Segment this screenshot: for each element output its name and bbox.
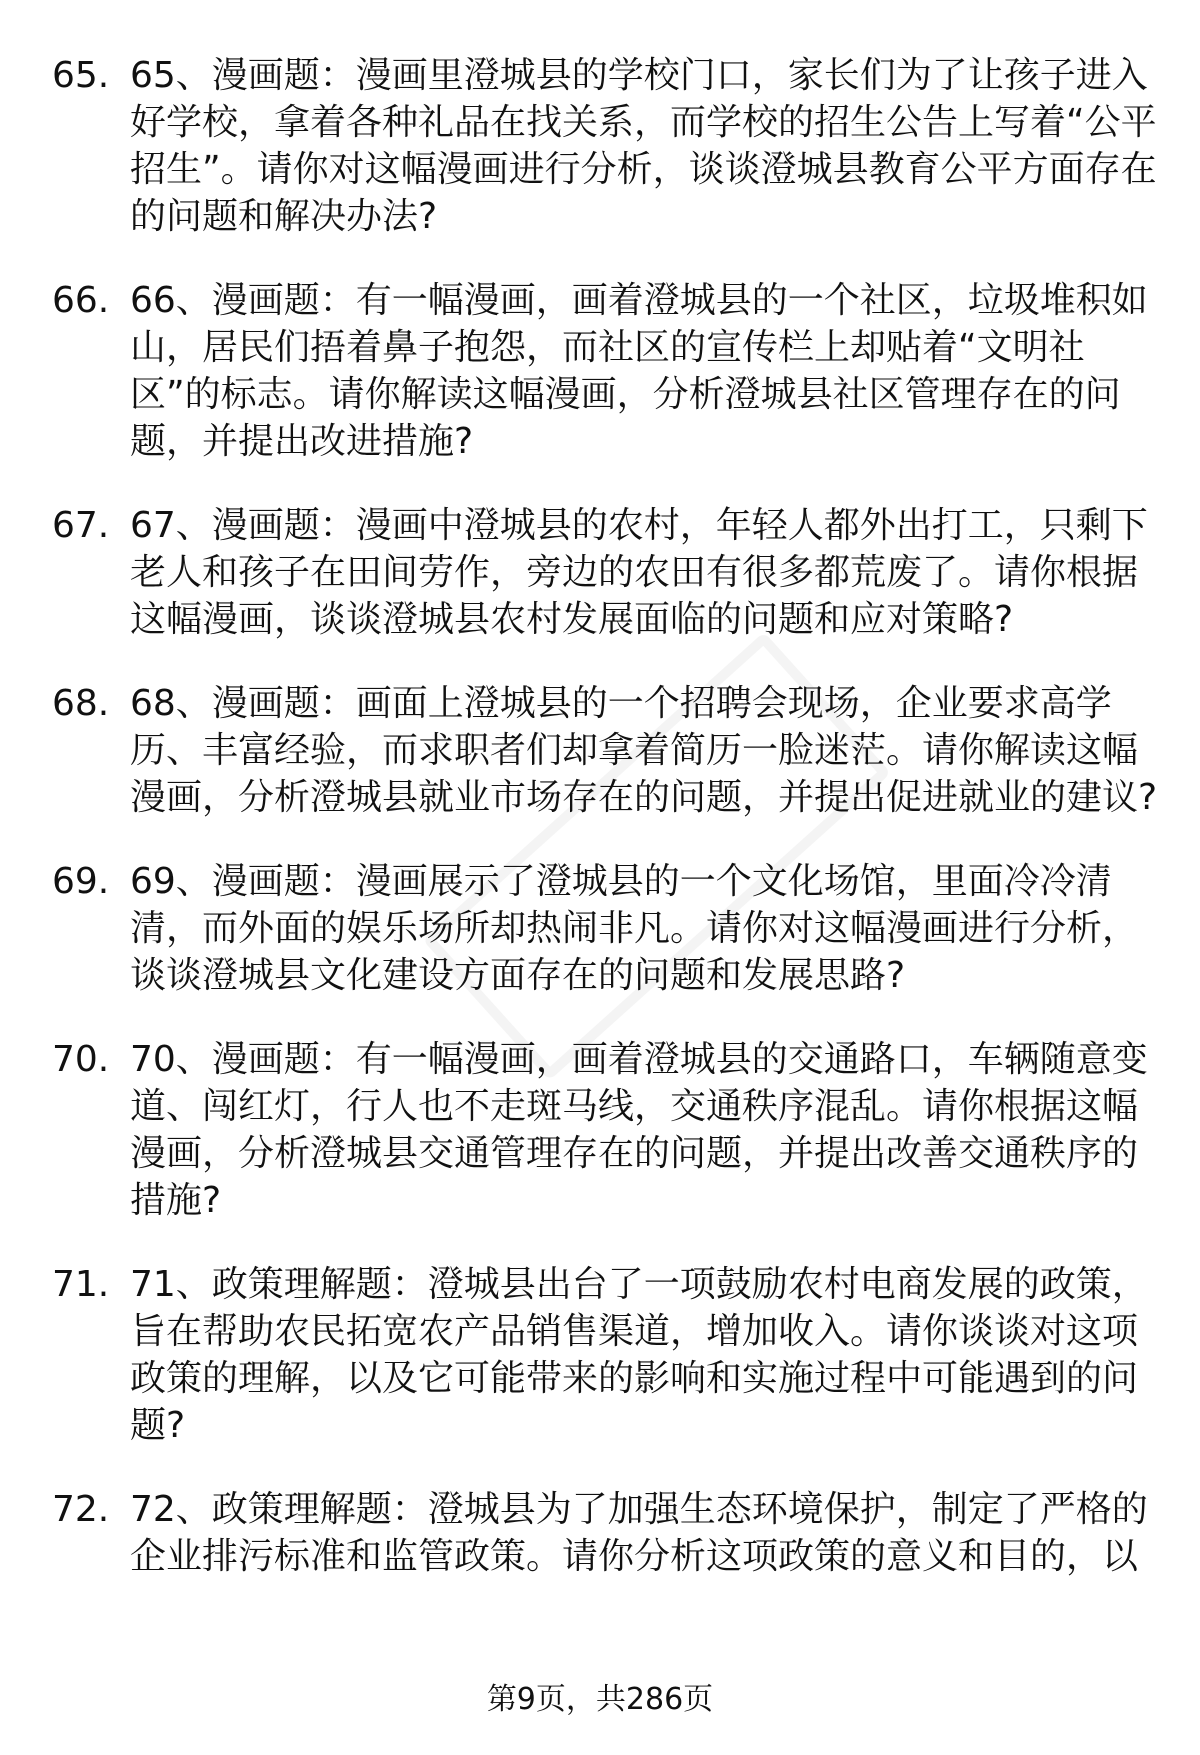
question-item: [0, 858, 1200, 999]
page-footer: [0, 1680, 1200, 1720]
question-number: 67.: [52, 505, 110, 546]
question-item: [0, 680, 1200, 821]
question-list: [0, 52, 1200, 1617]
question-text: 65、漫画题：漫画里澄城县的学校门口，家长们为了让孩子进入好学校，拿着各种礼品在找关系，而学校的招生公告上写着“公平招生”。请你对这幅漫画进行分析，谈谈澄城县教育公平方面存在的问题和解决办法?: [130, 55, 1157, 237]
question-number: 66.: [52, 280, 110, 321]
question-number: 69.: [52, 861, 110, 902]
question-number: 71.: [52, 1264, 110, 1305]
question-item: [0, 52, 1200, 240]
question-text: 72、政策理解题：澄城县为了加强生态环境保护，制定了严格的企业排污标准和监管政策。请你分析这项政策的意义和目的，以: [130, 1489, 1148, 1577]
question-item: [0, 1261, 1200, 1449]
question-text: 71、政策理解题：澄城县出台了一项鼓励农村电商发展的政策，旨在帮助农民拓宽农产品销售渠道，增加收入。请你谈谈对这项政策的理解，以及它可能带来的影响和实施过程中可能遇到的问题?: [130, 1264, 1148, 1446]
page-number-label: 第9页，共286页: [486, 1682, 714, 1717]
question-text: 68、漫画题：画面上澄城县的一个招聘会现场，企业要求高学历、丰富经验，而求职者们却拿着简历一脸迷茫。请你解读这幅漫画，分析澄城县就业市场存在的问题，并提出促进就业的建议?: [130, 683, 1158, 818]
question-item: [0, 1036, 1200, 1224]
question-number: 72.: [52, 1489, 110, 1530]
question-item: [0, 1486, 1200, 1580]
question-number: 65.: [52, 55, 110, 96]
question-text: 69、漫画题：漫画展示了澄城县的一个文化场馆，里面冷冷清清，而外面的娱乐场所却热闹非凡。请你对这幅漫画进行分析，谈谈澄城县文化建设方面存在的问题和发展思路?: [130, 861, 1139, 996]
question-item: [0, 277, 1200, 465]
question-number: 68.: [52, 683, 110, 724]
question-text: 66、漫画题：有一幅漫画，画着澄城县的一个社区，垃圾堆积如山，居民们捂着鼻子抱怨，而社区的宣传栏上却贴着“文明社区”的标志。请你解读这幅漫画，分析澄城县社区管理存在的问题，并提出改进措施?: [130, 280, 1148, 462]
question-item: [0, 502, 1200, 643]
question-number: 70.: [52, 1039, 110, 1080]
question-text: 67、漫画题：漫画中澄城县的农村，年轻人都外出打工，只剩下老人和孩子在田间劳作，旁边的农田有很多都荒废了。请你根据这幅漫画，谈谈澄城县农村发展面临的问题和应对策略?: [130, 505, 1148, 640]
question-text: 70、漫画题：有一幅漫画，画着澄城县的交通路口，车辆随意变道、闯红灯，行人也不走斑马线，交通秩序混乱。请你根据这幅漫画，分析澄城县交通管理存在的问题，并提出改善交通秩序的措施?: [130, 1039, 1148, 1221]
